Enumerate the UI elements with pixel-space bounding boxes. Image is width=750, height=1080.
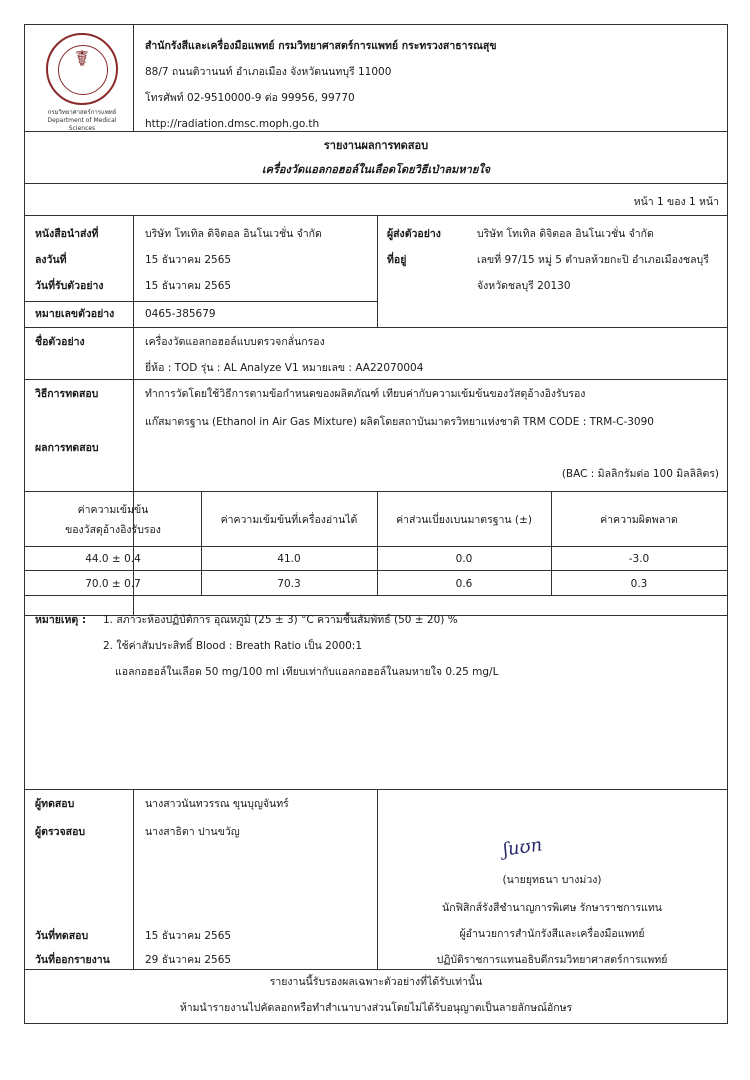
method-label: วิธีการทดสอบ: [35, 388, 99, 400]
note-1: 1. สภาวะห้องปฏิบัติการ อุณหภูมิ (25 ± 3) °C ความชื้นสัมพัทธ์ (50 ± 20) %: [103, 614, 458, 626]
table-cell: 0.0: [455, 553, 473, 565]
date-value: 15 ธันวาคม 2565: [145, 254, 232, 266]
test-date-label: วันที่ทดสอบ: [35, 930, 89, 942]
sample-name-value: เครื่องวัดแอลกอฮอล์แบบตรวจกลั่นกรอง: [145, 336, 325, 348]
sample-name-label: ชื่อตัวอย่าง: [35, 336, 85, 348]
org-name: สำนักรังสีและเครื่องมือแพทย์ กรมวิทยาศาสตร์การแพทย์ กระทรวงสาธารณสุข: [145, 40, 497, 52]
sample-no-value: 0465-385679: [145, 308, 216, 320]
test-report-document: [24, 24, 728, 1024]
logo-caption-en: Department of Medical Sciences: [47, 117, 117, 132]
sample-no-label: หมายเลขตัวอย่าง: [35, 308, 115, 320]
report-subtitle: เครื่องวัดแอลกอฮอล์ในเลือดโดยวิธีเป่าลมหายใจ: [261, 163, 491, 176]
footer-line-2: ห้ามนำรายงานไปคัดลอกหรือทำสำเนาบางส่วนโดยไม่ได้รับอนุญาตเป็นลายลักษณ์อักษร: [179, 1002, 573, 1014]
issue-date-label: วันที่ออกรายงาน: [35, 954, 110, 966]
address-line-1: เลขที่ 97/15 หมู่ 5 ตำบลห้วยกะปิ อำเภอเมืองชลบุรี: [477, 254, 709, 266]
sender-label: ผู้ส่งตัวอย่าง: [387, 228, 441, 240]
address-line-2: จังหวัดชลบุรี 20130: [477, 280, 571, 292]
footer-line-1: รายงานนี้รับรองผลเฉพาะตัวอย่างที่ได้รับเท่านั้น: [269, 976, 483, 988]
table-cell: -3.0: [628, 553, 650, 565]
signer-title-2: ผู้อำนวยการสำนักรังสีและเครื่องมือแพทย์: [459, 928, 645, 940]
table-cell: 44.0 ± 0.4: [85, 553, 141, 565]
sample-detail: ยี่ห้อ : TOD รุ่น : AL Analyze V1 หมายเลข : AA22070004: [145, 362, 424, 374]
tester-label: ผู้ทดสอบ: [35, 798, 75, 810]
table-cell: 0.3: [630, 578, 648, 590]
report-title: รายงานผลการทดสอบ: [323, 139, 429, 152]
org-phone: โทรศัพท์ 02-9510000-9 ต่อ 99956, 99770: [145, 92, 355, 104]
sender-value: บริษัท โทเทิล ดิจิตอล อินโนเวชั่น จำกัด: [477, 228, 654, 240]
table-header-reference-2: ของวัสดุอ้างอิงรับรอง: [65, 524, 161, 536]
table-cell: 41.0: [277, 553, 301, 565]
date-label: ลงวันที่: [35, 254, 67, 266]
checker-value: นางสาธิตา ปานขวัญ: [145, 826, 240, 838]
test-date-value: 15 ธันวาคม 2565: [145, 930, 232, 942]
received-value: 15 ธันวาคม 2565: [145, 280, 232, 292]
bac-unit: (BAC : มิลลิกรัมต่อ 100 มิลลิลิตร): [561, 468, 719, 480]
table-cell: 70.0 ± 0.7: [85, 578, 141, 590]
note-3: แอลกอฮอล์ในเลือด 50 mg/100 ml เทียบเท่ากับแอลกอฮอล์ในลมหายใจ 0.25 mg/L: [115, 666, 499, 678]
table-cell: 0.6: [455, 578, 473, 590]
org-website: http://radiation.dmsc.moph.go.th: [145, 118, 320, 130]
handwritten-signature: ʃuʊn: [501, 834, 544, 861]
checker-label: ผู้ตรวจสอบ: [35, 826, 86, 838]
tester-value: นางสาวนันทวรรณ ขุนบุญจันทร์: [145, 798, 289, 810]
notes-label: หมายเหตุ :: [35, 614, 87, 626]
method-line-2: แก๊สมาตรฐาน (Ethanol in Air Gas Mixture) ผลิตโดยสถาบันมาตรวิทยาแห่งชาติ TRM CODE : TRM-C-3090: [145, 416, 654, 428]
received-label: วันที่รับตัวอย่าง: [35, 280, 104, 292]
table-header-error: ค่าความผิดพลาด: [600, 514, 678, 526]
method-line-1: ทำการวัดโดยใช้วิธีการตามข้อกำหนดของผลิตภัณฑ์ เทียบค่ากับความเข้มข้นของวัสดุอ้างอิงรับรอง: [145, 388, 586, 400]
signer-name: (นายยุทธนา บางม่วง): [502, 874, 602, 886]
org-address: 88/7 ถนนติวานนท์ อำเภอเมือง จังหวัดนนทบุรี 11000: [145, 66, 392, 78]
note-2: 2. ใช้ค่าสัมประสิทธิ์ Blood : Breath Ratio เป็น 2000:1: [103, 640, 363, 652]
seal-icon: ☤: [46, 33, 118, 105]
issue-date-value: 29 ธันวาคม 2565: [145, 954, 232, 966]
table-header-reading: ค่าความเข้มข้นที่เครื่องอ่านได้: [220, 514, 358, 526]
letter-value: บริษัท โทเทิล ดิจิตอล อินโนเวชั่น จำกัด: [145, 228, 322, 240]
address-label: ที่อยู่: [387, 254, 407, 266]
letter-label: หนังสือนำส่งที่: [35, 228, 99, 240]
signer-title-3: ปฏิบัติราชการแทนอธิบดีกรมวิทยาศาสตร์การแพทย์: [436, 954, 668, 966]
table-header-reference-1: ค่าความเข้มข้น: [77, 504, 149, 516]
table-cell: 70.3: [277, 578, 301, 590]
table-header-std-dev: ค่าส่วนเบี่ยงเบนมาตรฐาน (±): [396, 514, 532, 526]
logo-caption-th: กรมวิทยาศาสตร์การแพทย์: [47, 109, 117, 116]
result-label: ผลการทดสอบ: [35, 442, 99, 454]
signer-title-1: นักฟิสิกส์รังสีชำนาญการพิเศษ รักษาราชการแทน: [442, 902, 662, 914]
department-logo: [37, 33, 127, 132]
page-number: หน้า 1 ของ 1 หน้า: [633, 196, 719, 208]
